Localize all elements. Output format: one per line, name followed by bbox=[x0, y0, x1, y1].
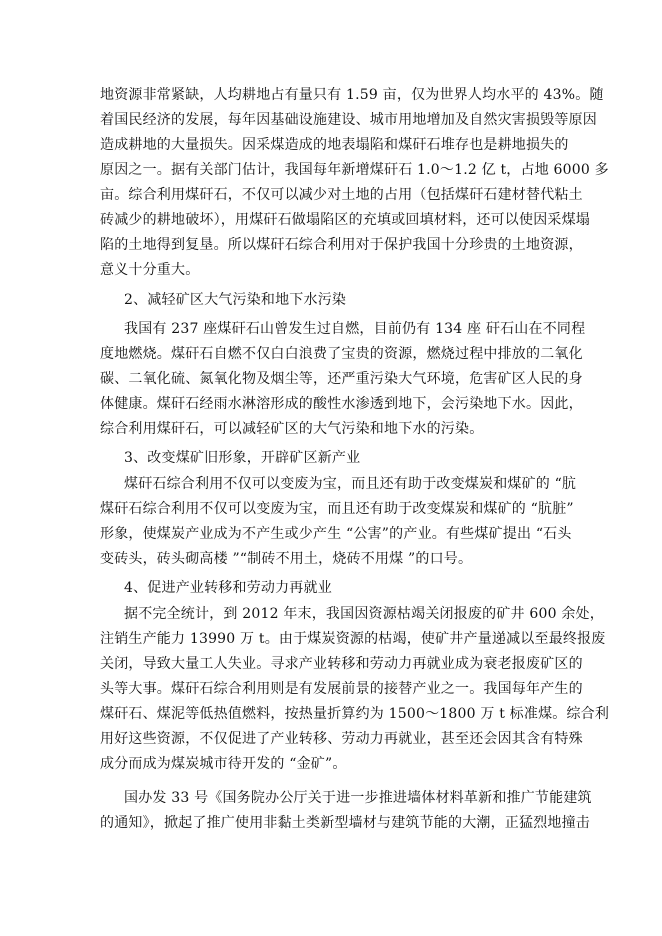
section-heading: 2、减轻矿区大气污染和地下水污染 bbox=[124, 292, 347, 308]
paragraph-line: 碳、二氧化硫、氮氧化物及烟尘等，还严重污染大气环境，危害矿区人民的身 bbox=[100, 371, 583, 387]
paragraph-line: 综合利用煤矸石，可以减轻矿区的大气污染和地下水的污染。 bbox=[100, 421, 484, 437]
paragraph-line: 关闭，导致大量工人失业。寻求产业转移和劳动力再就业成为衰老报废矿区的 bbox=[100, 656, 583, 672]
paragraph-line: 我国有 237 座煤矸石山曾发生过自燃，目前仍有 134 座 矸石山在不同程 bbox=[124, 321, 586, 337]
paragraph-line: 用好这些资源，不仅促进了产业转移、劳动力再就业，甚至还会因其含有特殊 bbox=[100, 731, 583, 747]
paragraph-line: 着国民经济的发展，每年因基础设施建设、城市用地增加及自然灾害损毁等原因 bbox=[100, 112, 597, 128]
section-heading: 3、改变煤矿旧形象，开辟矿区新产业 bbox=[124, 450, 361, 466]
paragraph-line: 原因之一。据有关部门估计，我国每年新增煤矸石 1.0～1.2 亿 t，占地 6000 多 bbox=[100, 162, 609, 178]
paragraph-line: 地资源非常紧缺，人均耕地占有量只有 1.59 亩，仅为世界人均水平的 43%。随 bbox=[100, 87, 604, 103]
paragraph-line: 陷的土地得到复垦。所以煤矸石综合利用对于保护我国十分珍贵的土地资源， bbox=[100, 237, 583, 253]
section-heading: 4、促进产业转移和劳动力再就业 bbox=[124, 580, 332, 596]
paragraph-line: 变砖头，砖头砌高楼 ”“制砖不用土，烧砖不用煤 ”的口号。 bbox=[100, 551, 473, 567]
paragraph-line: 亩。综合利用煤矸石，不仅可以减少对土地的占用（包括煤矸石建材替代粘土 bbox=[100, 187, 583, 203]
paragraph-line: 煤矸石综合利用不仅可以变废为宝，而且还有助于改变煤炭和煤矿的 “肮脏” bbox=[100, 501, 574, 517]
paragraph-line: 煤矸石综合利用不仅可以变废为宝，而且还有助于改变煤炭和煤矿的 “肮 bbox=[124, 476, 577, 492]
paragraph-line: 国办发 33 号《国务院办公厅关于进一步推进墙体材料革新和推广节能建筑 bbox=[124, 790, 592, 806]
paragraph-line: 的通知》，掀起了推广使用非黏土类新型墙材与建筑节能的大潮，正猛烈地撞击 bbox=[100, 815, 590, 831]
paragraph-line: 造成耕地的大量损失。因采煤造成的地表塌陷和煤矸石堆存也是耕地损失的 bbox=[100, 137, 569, 153]
paragraph-line: 意义十分重大。 bbox=[100, 262, 200, 278]
paragraph-line: 成分而成为煤炭城市待开发的 “金矿”。 bbox=[100, 756, 347, 772]
paragraph-line: 煤矸石、煤泥等低热值燃料，按热量折算约为 1500～1800 万 t 标准煤。综合利 bbox=[100, 706, 610, 722]
paragraph-line: 形象，使煤炭产业成为不产生或少产生 “公害”的产业。有些煤矿提出 “石头 bbox=[100, 526, 572, 542]
paragraph-line: 砖减少的耕地破坏），用煤矸石做塌陷区的充填或回填材料，还可以使因采煤塌 bbox=[100, 212, 590, 228]
paragraph-line: 度地燃烧。煤矸石自燃不仅白白浪费了宝贵的资源，燃烧过程中排放的二氧化 bbox=[100, 346, 583, 362]
paragraph-line: 头等大事。煤矸石综合利用则是有发展前景的接替产业之一。我国每年产生的 bbox=[100, 681, 583, 697]
paragraph-line: 体健康。煤矸石经雨水淋溶形成的酸性水渗透到地下，会污染地下水。因此， bbox=[100, 396, 583, 412]
paragraph-line: 据不完全统计，到 2012 年末，我国因资源枯竭关闭报废的矿井 600 余处， bbox=[124, 606, 604, 622]
paragraph-line: 注销生产能力 13990 万 t。由于煤炭资源的枯竭，使矿井产量递减以至最终报废 bbox=[100, 631, 606, 647]
